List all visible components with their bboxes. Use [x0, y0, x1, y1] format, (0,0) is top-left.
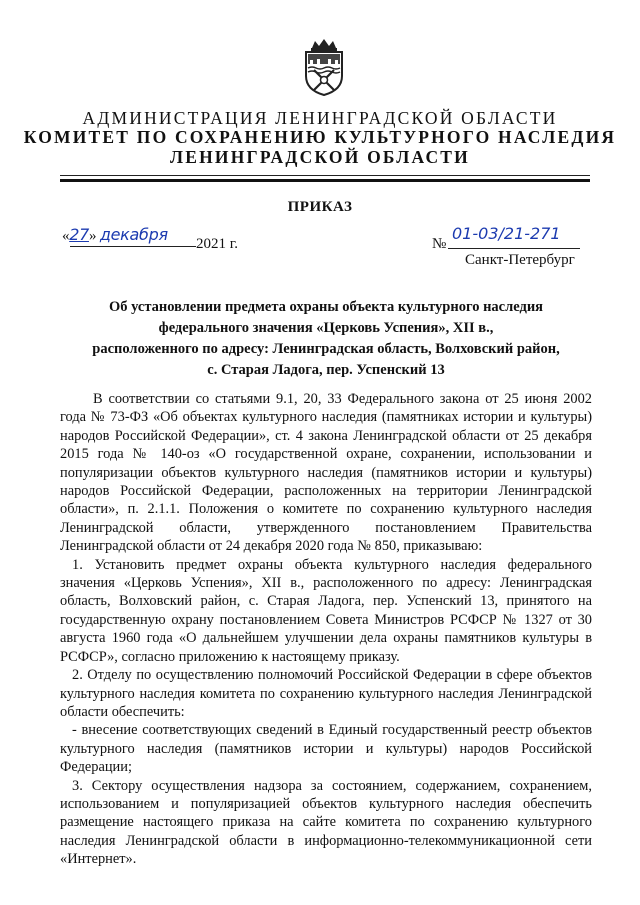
document-title	[60, 297, 592, 381]
item-2-sub-paragraph: - внесение соответствующих сведений в Единый государственный реестр объектов культурного наследия (памятников истории и культуры) народов Российской Федерации;	[60, 722, 592, 776]
title-line-2: федерального значения «Церковь Успения», XII в.,	[158, 320, 494, 336]
number-underline	[448, 248, 580, 249]
number-handwritten: 01-03/21-271	[452, 224, 561, 243]
preamble-paragraph: В соответствии со статьями 9.1, 20, 33 Федерального закона от 25 июня 2002 года № 73-ФЗ «Об объектах культурного наследия (памятниках истории и культуры) народов Российской Федерации», ст. 4 закона Ленинградской области от 25 декабря 2015 года № 140-оз «О государственной охране, сохранении, использовании и популяризации объектов культурного наследия (памятников истории и культуры) народов Российской Федерации, расположенных на территории Ленинградской области», п. 2.1.1. Положения о комитете по сохранению культурного наследия Ленинградской области, утвержденного постановлением Правительства Ленинградской области от 24 декабря 2020 года № 850, приказываю:	[60, 391, 592, 555]
date-month-handwritten: декабря	[99, 225, 168, 244]
header-rule-thick	[60, 179, 590, 182]
item-2-paragraph: 2. Отделу по осуществлению полномочий Российской Федерации в сфере объектов культурного наследия комитета по сохранению культурного наследия Ленинградской области обеспечить:	[60, 667, 592, 720]
date-close-quote: »	[88, 228, 97, 244]
title-line-1: Об установлении предмета охраны объекта культурного наследия	[108, 299, 544, 315]
date-handwritten	[62, 225, 168, 245]
header-rule-thin	[60, 175, 590, 176]
date-day-handwritten: 27	[69, 225, 89, 244]
document-body	[60, 390, 592, 869]
date-underline	[70, 246, 196, 247]
document-type: ПРИКАЗ	[287, 199, 353, 215]
coat-of-arms-icon	[302, 38, 346, 96]
header-region: ЛЕНИНГРАДСКОЙ ОБЛАСТИ	[170, 147, 470, 167]
title-line-4: с. Старая Ладога, пер. Успенский 13	[207, 362, 445, 378]
date-open-quote: «	[62, 228, 70, 244]
item-3-paragraph: 3. Сектору осуществления надзора за состоянием, содержанием, сохранением, использованием и популяризацией объектов культурного наследия обеспечить размещение настоящего приказа на сайте комитета по сохранению культурного наследия Ленинградской области в информационно-телекоммуникационной сети «Интернет».	[60, 777, 592, 868]
city: Санкт-Петербург	[465, 252, 575, 268]
date-year: 2021 г.	[196, 236, 238, 252]
header-committee: КОМИТЕТ ПО СОХРАНЕНИЮ КУЛЬТУРНОГО НАСЛЕДИЯ	[23, 127, 617, 147]
header-administration: АДМИНИСТРАЦИЯ ЛЕНИНГРАДСКОЙ ОБЛАСТИ	[82, 108, 558, 128]
title-line-3: расположенного по адресу: Ленинградская область, Волховский район,	[92, 341, 560, 357]
item-1-paragraph: 1. Установить предмет охраны объекта культурного наследия федерального значения «Церковь Успения», XII в., расположенного по адресу: Ленинградская область, Волховский район, с. Старая Ладога, пер. Успенский 13, принятого на государственную охрану постановлением Совета Министров РСФСР № 1327 от 30 августа 1960 года «О дальнейшем улучшении дела охраны памятников культуры в РСФСР», согласно приложению к настоящему приказу.	[60, 556, 592, 665]
number-label: №	[432, 236, 447, 252]
